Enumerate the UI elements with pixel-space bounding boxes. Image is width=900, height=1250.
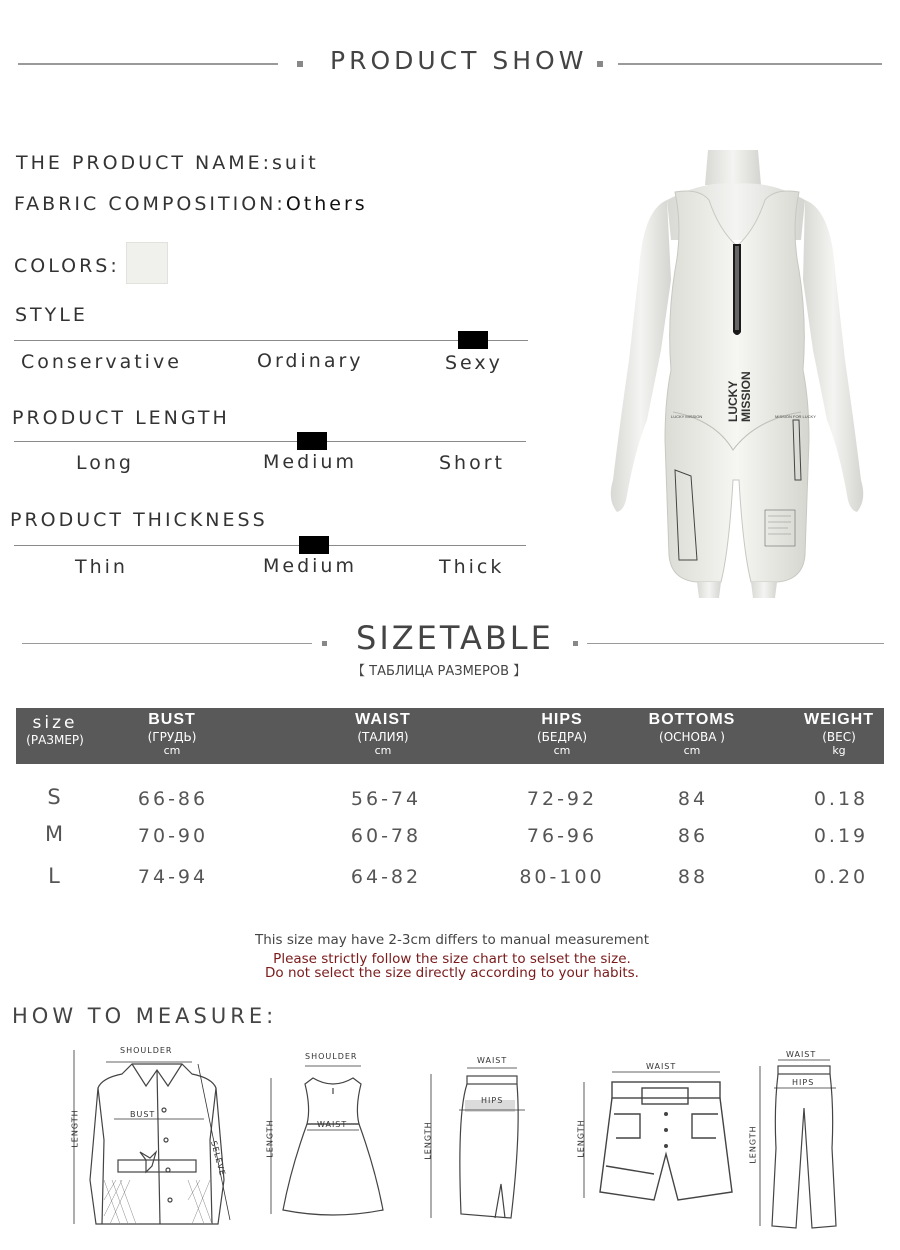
jacket-diagram xyxy=(60,1040,235,1230)
pants-icon xyxy=(750,1048,860,1232)
sizetable-rule-right xyxy=(587,643,884,644)
col-weight-name: WEIGHT xyxy=(804,711,874,728)
product-name-row xyxy=(16,152,319,174)
length-label: PRODUCT LENGTH xyxy=(12,407,230,429)
fabric-row xyxy=(14,193,368,215)
cell-weight: 0.19 xyxy=(813,825,869,847)
how-to-measure-title: HOW TO MEASURE: xyxy=(12,1004,278,1028)
style-option-ordinary: Ordinary xyxy=(257,350,364,372)
shorts-length-label: LENGTH xyxy=(576,1119,586,1158)
dress-shoulder-label: SHOULDER xyxy=(305,1052,358,1061)
thickness-option-thin: Thin xyxy=(75,556,128,578)
pants-waist-label: WAIST xyxy=(786,1050,817,1059)
product-name-value: suit xyxy=(272,152,319,174)
skirt-length-label: LENGTH xyxy=(423,1121,433,1160)
thickness-selected-marker xyxy=(299,536,329,554)
print-mission-for-lucky: MISSION FOR LUCKY xyxy=(775,414,816,419)
col-waist xyxy=(313,711,453,757)
col-waist-unit: cm xyxy=(374,744,392,757)
sizetable-header xyxy=(16,708,884,764)
print-mission: MISSION xyxy=(739,371,753,422)
mannequin-illustration xyxy=(605,150,870,598)
cell-hips: 76-96 xyxy=(526,825,598,847)
col-weight-unit: kg xyxy=(832,744,846,757)
cell-bottoms: 84 xyxy=(677,788,709,810)
skirt-hips-label: HIPS xyxy=(481,1096,504,1105)
jacket-shoulder-label: SHOULDER xyxy=(120,1046,173,1055)
jacket-sleeve-label: SELEVE xyxy=(209,1139,228,1178)
page-title: PRODUCT SHOW xyxy=(330,46,588,75)
cell-waist: 56-74 xyxy=(350,788,422,810)
print-lucky-mission: LUCKY MISSION xyxy=(671,414,703,419)
col-bust-unit: cm xyxy=(163,744,181,757)
header-rule-left xyxy=(18,63,278,65)
dress-waist-label: WAIST xyxy=(317,1120,348,1129)
header-bullet-left xyxy=(297,61,303,67)
col-bust xyxy=(102,711,242,757)
cell-waist: 64-82 xyxy=(350,866,422,888)
dress-diagram xyxy=(255,1048,395,1228)
length-option-long: Long xyxy=(76,452,134,474)
color-swatch[interactable] xyxy=(126,242,168,284)
dress-icon xyxy=(255,1048,395,1228)
col-bust-ru: (ГРУДЬ) xyxy=(147,730,197,744)
pants-diagram xyxy=(750,1048,860,1232)
shorts-icon xyxy=(570,1058,740,1218)
col-bust-name: BUST xyxy=(148,711,196,728)
cell-waist: 60-78 xyxy=(350,825,422,847)
colors-label: COLORS: xyxy=(14,255,120,277)
sizetable-subtitle: 【 ТАБЛИЦА РАЗМЕРОВ 】 xyxy=(352,664,527,679)
col-hips-name: HIPS xyxy=(541,711,583,728)
cell-hips: 72-92 xyxy=(526,788,598,810)
style-selected-marker xyxy=(458,331,488,349)
col-size-name: size xyxy=(32,713,78,733)
header-bullet-right xyxy=(597,61,603,67)
length-option-short: Short xyxy=(439,452,505,474)
shorts-waist-label: WAIST xyxy=(646,1062,677,1071)
header-rule-right xyxy=(618,63,882,65)
print-lucky: LUCKY xyxy=(726,380,740,422)
sizetable-rule-left xyxy=(22,643,312,644)
col-hips-unit: cm xyxy=(553,744,571,757)
cell-bust: 66-86 xyxy=(137,788,209,810)
col-size-ru: (РАЗМЕР) xyxy=(26,733,84,747)
style-label: STYLE xyxy=(15,304,88,326)
length-scale-line xyxy=(14,441,526,442)
cell-bust: 70-90 xyxy=(137,825,209,847)
style-option-sexy: Sexy xyxy=(445,352,503,374)
style-option-conservative: Conservative xyxy=(21,351,182,373)
col-waist-ru: (ТАЛИЯ) xyxy=(357,730,409,744)
measurement-note: This size may have 2-3cm differs to manual measurement xyxy=(254,932,650,948)
cell-bottoms: 86 xyxy=(677,825,709,847)
product-name-label: THE PRODUCT NAME: xyxy=(16,152,273,174)
pants-hips-label: HIPS xyxy=(792,1078,815,1087)
pants-length-label: LENGTH xyxy=(748,1125,758,1164)
col-waist-name: WAIST xyxy=(355,711,411,728)
col-weight xyxy=(774,711,900,757)
cell-hips: 80-100 xyxy=(519,866,605,888)
dress-length-label: LENGTH xyxy=(265,1119,275,1158)
col-bottoms-ru: (ОСНОВА ) xyxy=(659,730,725,744)
skirt-diagram xyxy=(405,1054,555,1224)
thickness-option-medium: Medium xyxy=(263,555,357,577)
cell-bust: 74-94 xyxy=(137,866,209,888)
size-warning-1: Please strictly follow the size chart to selset the size. xyxy=(273,951,631,967)
col-bottoms-unit: cm xyxy=(683,744,701,757)
row-size-label: L xyxy=(48,864,60,888)
size-warning-2: Do not select the size directly according to your habits. xyxy=(265,965,639,981)
skirt-waist-label: WAIST xyxy=(477,1056,508,1065)
product-photo xyxy=(605,150,870,598)
col-bottoms xyxy=(622,711,762,757)
col-size xyxy=(16,713,94,747)
thickness-option-thick: Thick xyxy=(439,556,505,578)
thickness-label: PRODUCT THICKNESS xyxy=(10,509,268,531)
jacket-length-label: LENGTH xyxy=(70,1109,80,1148)
row-size-label: S xyxy=(47,785,61,809)
fabric-value: Others xyxy=(285,193,368,215)
cell-bottoms: 88 xyxy=(677,866,709,888)
jacket-icon xyxy=(60,1040,235,1230)
length-option-medium: Medium xyxy=(263,451,357,473)
sizetable-bullet-left xyxy=(322,641,327,646)
col-weight-ru: (ВЕС) xyxy=(822,730,856,744)
thickness-scale-line xyxy=(14,545,526,546)
fabric-label: FABRIC COMPOSITION: xyxy=(14,193,286,215)
col-hips-ru: (БЕДРА) xyxy=(537,730,587,744)
cell-weight: 0.18 xyxy=(813,788,869,810)
cell-weight: 0.20 xyxy=(813,866,869,888)
jacket-bust-label: BUST xyxy=(130,1110,156,1119)
col-hips xyxy=(492,711,632,757)
row-size-label: M xyxy=(44,822,64,846)
style-scale-line xyxy=(14,340,528,341)
sizetable-bullet-right xyxy=(573,641,578,646)
sizetable-title: SIZETABLE xyxy=(356,619,554,657)
length-selected-marker xyxy=(297,432,327,450)
shorts-diagram xyxy=(570,1058,740,1218)
col-bottoms-name: BOTTOMS xyxy=(648,711,736,728)
